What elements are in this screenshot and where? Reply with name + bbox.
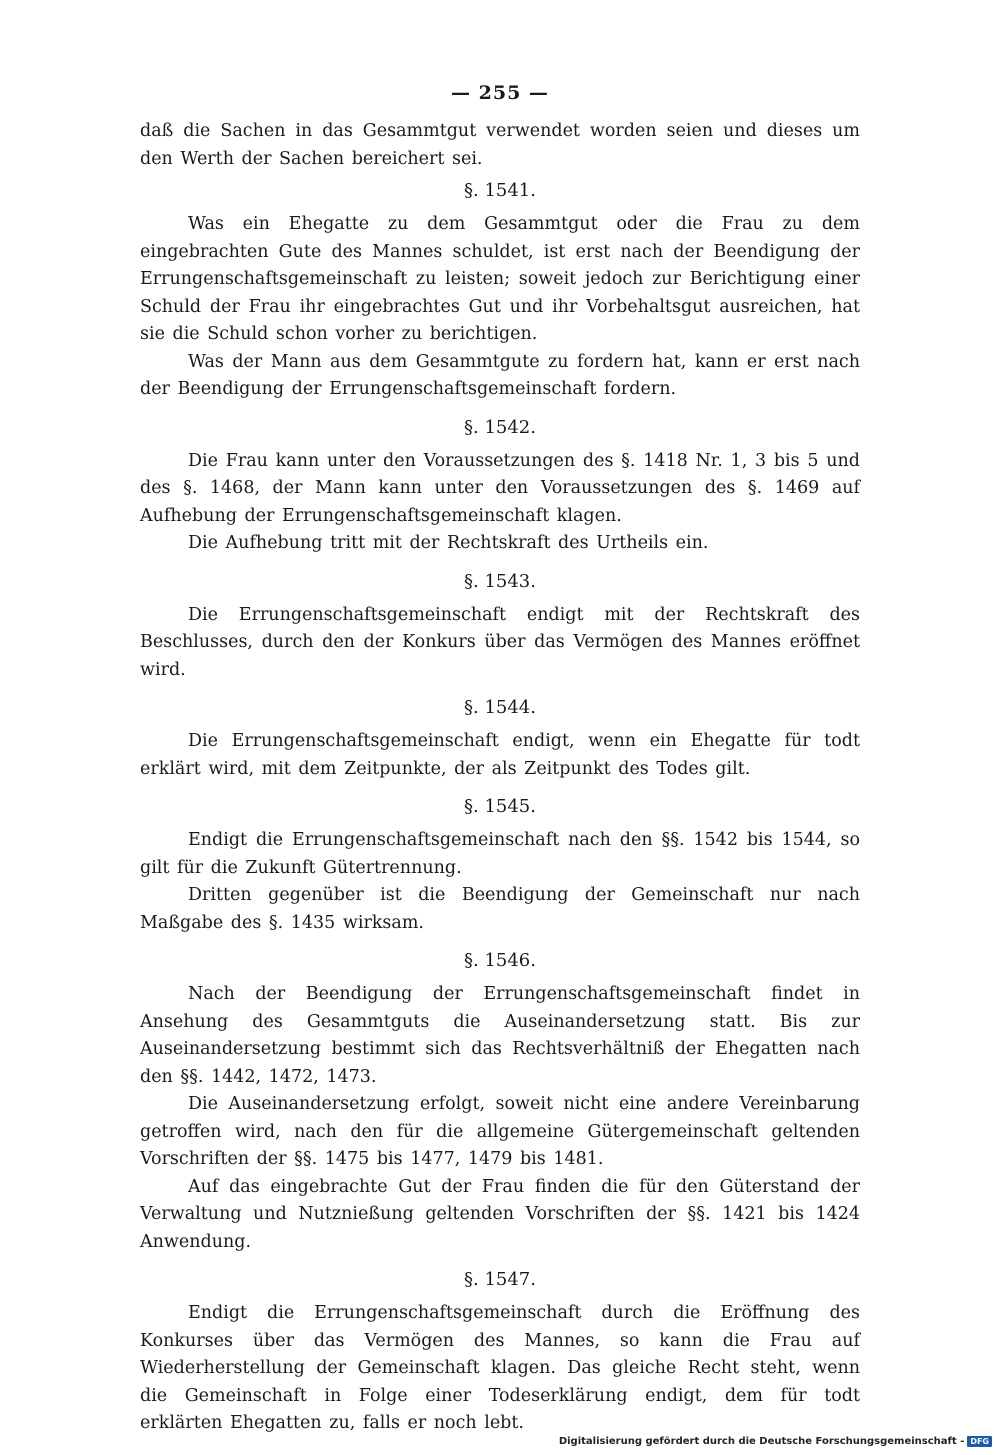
paragraph: Endigt die Errungenschaftsgemeinschaft durch die Eröffnung des Konkurses über das Vermögen des Mannes, so kann die Frau auf Wiederherstellung der Gemeinschaft klagen. Das gleiche Recht steht, wenn die Gemeinschaft in Folge einer Todeserklärung endigt, dem für todt erklärten Ehegatten zu, falls er noch lebt. [140, 1303, 860, 1433]
page-number: — 255 — [451, 82, 549, 104]
section-title-1543: §. 1543. [464, 570, 536, 592]
paragraph: Dritten gegenüber ist die Beendigung der Gemeinschaft nur nach Maßgabe des §. 1435 wirksam. [140, 885, 860, 933]
paragraph: Die Frau kann unter den Voraussetzungen des §. 1418 Nr. 1, 3 bis 5 und des §. 1468, der Mann kann unter den Voraussetzungen des §. 1469 auf Aufhebung der Errungenschaftsgemeinschaft klagen. [140, 450, 860, 526]
paragraph: Die Errungenschaftsgemeinschaft endigt mit der Rechtskraft des Beschlusses, durch den der Konkurs über das Vermögen des Mannes eröffnet wird. [140, 604, 860, 680]
paragraph: Die Aufhebung tritt mit der Rechtskraft des Urtheils ein. [188, 533, 709, 553]
dfg-logo-icon: DFG [967, 1436, 992, 1447]
paragraph: Auf das eingebrachte Gut der Frau finden die für den Güterstand der Verwaltung und Nutznießung geltenden Vorschriften der §§. 1421 bis 1424 Anwendung. [140, 1176, 860, 1252]
section-title-1544: §. 1544. [464, 697, 536, 718]
opening-paragraph: daß die Sachen in das Gesammtgut verwendet worden seien und dieses um den Werth der Sachen bereichert sei. [140, 121, 860, 169]
section-title-1547: §. 1547. [464, 1269, 536, 1290]
document-page [140, 82, 860, 1438]
section-title-1542: §. 1542. [464, 416, 536, 438]
section-title-1545: §. 1545. [464, 796, 536, 817]
paragraph: Nach der Beendigung der Errungenschaftsgemeinschaft findet in Ansehung des Gesammtguts die Auseinandersetzung statt. Bis zur Auseinandersetzung bestimmt sich das Rechtsverhältniß der Ehegatten nach den §§. 1442, 1472, 1473. [140, 984, 860, 1087]
section-title-1541: §. 1541. [464, 180, 536, 201]
section-title-1546: §. 1546. [464, 950, 536, 971]
footer-text: Digitalisierung gefördert durch die Deutsche Forschungsgemeinschaft - [558, 1436, 965, 1447]
dfg-footer [559, 1436, 992, 1447]
paragraph: Die Auseinandersetzung erfolgt, soweit nicht eine andere Vereinbarung getroffen wird, nach den für die allgemeine Gütergemeinschaft geltenden Vorschriften der §§. 1475 bis 1477, 1479 bis 1481. [140, 1094, 860, 1169]
paragraph: Was der Mann aus dem Gesammtgute zu fordern hat, kann er erst nach der Beendigung der Errungenschaftsgemeinschaft fordern. [140, 351, 860, 399]
paragraph: Endigt die Errungenschaftsgemeinschaft nach den §§. 1542 bis 1544, so gilt für die Zukunft Gütertrennung. [140, 830, 860, 878]
paragraph: Die Errungenschaftsgemeinschaft endigt, wenn ein Ehegatte für todt erklärt wird, mit dem Zeitpunkte, der als Zeitpunkt des Todes gilt. [140, 731, 860, 779]
paragraph: Was ein Ehegatte zu dem Gesammtgut oder die Frau zu dem eingebrachten Gute des Mannes schuldet, ist erst nach der Beendigung der Errungenschaftsgemeinschaft zu leisten; soweit jedoch zur Berichtigung einer Schuld der Frau ihr eingebrachtes Gut und ihr Vorbehaltsgut ausreichen, hat sie die Schuld schon vorher zu berichtigen. [140, 214, 860, 344]
